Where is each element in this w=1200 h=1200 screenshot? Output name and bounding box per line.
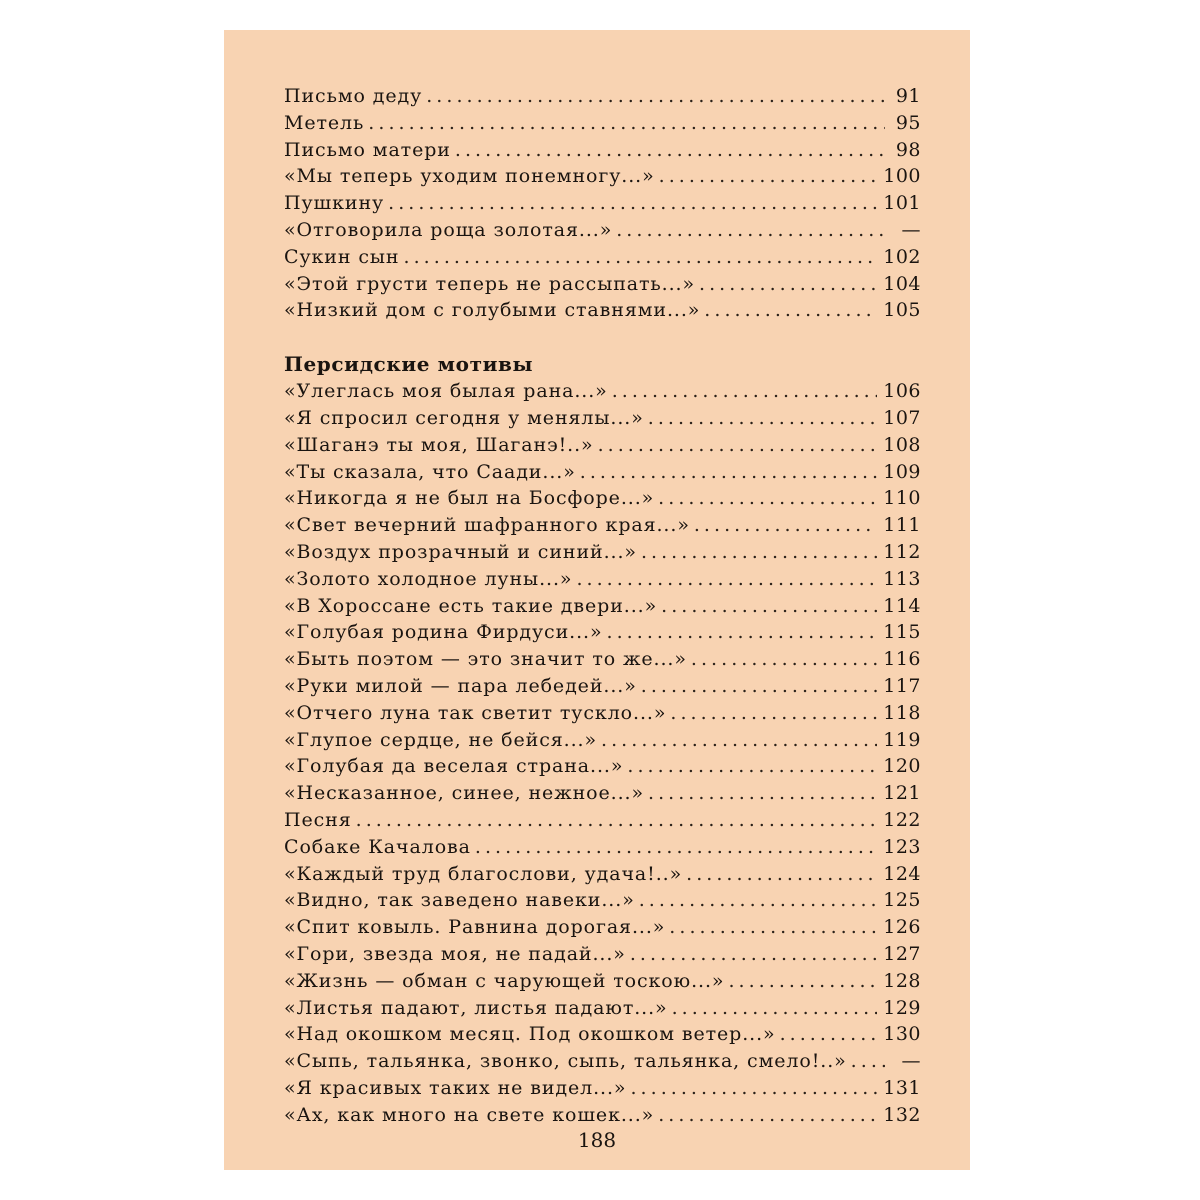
toc-leader-dots (669, 916, 877, 938)
toc-entry (284, 407, 921, 434)
toc-entry (284, 246, 921, 273)
toc-entry-title: «Золото холодное луны...» (284, 567, 573, 590)
toc-entry-title: «Спит ковыль. Равнина дорогая...» (284, 916, 666, 939)
toc-leader-dots (607, 621, 878, 643)
toc-entry-page: 131 (883, 1076, 921, 1099)
toc-entry-title: «Свет вечерний шафранного края...» (284, 514, 690, 537)
toc-entry-title: Собаке Качалова (284, 835, 471, 858)
toc-entry-title: «Несказанное, синее, нежное...» (284, 782, 644, 805)
toc-entry-title: «Сыпь, тальянка, звонко, сыпь, тальянка, смело!..» (284, 1050, 847, 1073)
toc-entry (284, 299, 921, 326)
toc-leader-dots (356, 809, 878, 831)
toc-leader-dots (851, 1050, 885, 1072)
toc-leader-dots (694, 514, 877, 536)
toc-leader-dots (580, 461, 878, 483)
toc-entry-title: «Быть поэтом — это значит то же...» (284, 648, 687, 671)
toc-group-persian-motifs (284, 380, 921, 1130)
toc-leader-dots (641, 541, 877, 563)
toc-leader-dots (648, 407, 878, 429)
toc-leader-dots (455, 139, 885, 161)
toc-entry-title: «Листья падают, листья падают...» (284, 996, 668, 1019)
toc-leader-dots (426, 85, 885, 107)
section-gap (284, 326, 921, 352)
toc-leader-dots (639, 889, 878, 911)
toc-entry-title: «Голубая родина Фирдуси...» (284, 621, 603, 644)
toc-entry-page: 104 (883, 272, 921, 295)
toc-entry-title: «Гори, звезда моя, не падай...» (284, 942, 626, 965)
toc-entry-page: 98 (895, 138, 921, 161)
toc-entry (284, 916, 921, 943)
toc-leader-dots (659, 165, 878, 187)
toc-entry (284, 461, 921, 488)
toc-entry (284, 85, 921, 112)
toc-entry-title: «Мы теперь уходим понемногу...» (284, 165, 655, 188)
toc-entry-title: «Отговорила роща золотая...» (284, 218, 613, 241)
toc-entry (284, 836, 921, 863)
toc-entry-page: 130 (883, 1023, 921, 1046)
toc-entry (284, 1023, 921, 1050)
toc-leader-dots (368, 112, 885, 134)
toc-entry-title: «В Хороссане есть такие двери...» (284, 594, 658, 617)
toc-leader-dots (661, 595, 877, 617)
toc-entry-title: «Каждый труд благослови, удача!..» (284, 862, 683, 885)
toc-entry-title: «Ах, как много на свете кошек...» (284, 1103, 655, 1126)
toc-entry-page: 107 (883, 406, 921, 429)
toc-entry (284, 997, 921, 1024)
toc-entry (284, 541, 921, 568)
toc-entry-title: «Глупое сердце, не бейся...» (284, 728, 597, 751)
toc-entry (284, 273, 921, 300)
toc-entry-page: 114 (883, 594, 921, 617)
toc-leader-dots (388, 192, 877, 214)
toc-entry (284, 755, 921, 782)
toc-entry-title: Пушкину (284, 192, 385, 215)
toc-leader-dots (641, 675, 878, 697)
toc-entry-page: 118 (883, 701, 921, 724)
toc-entry-title: «Этой грусти теперь не рассыпать...» (284, 272, 696, 295)
toc-entry-page: 132 (883, 1103, 921, 1126)
toc-leader-dots (612, 380, 878, 402)
toc-entry-page: 113 (883, 567, 921, 590)
toc-leader-dots (404, 246, 878, 268)
toc-entry (284, 889, 921, 916)
toc-entry-title: «Ты сказала, что Саади...» (284, 460, 576, 483)
toc-entry-page: — (901, 218, 921, 241)
toc-entry (284, 595, 921, 622)
toc-entry (284, 675, 921, 702)
toc-entry-title: «Отчего луна так светит тускло...» (284, 701, 667, 724)
toc-entry-page: 126 (883, 916, 921, 939)
toc-entry (284, 809, 921, 836)
toc-entry (284, 487, 921, 514)
section-heading: Персидские мотивы (284, 352, 534, 377)
toc-entry (284, 112, 921, 139)
toc-entry-title: Письмо деду (284, 85, 423, 107)
toc-entry-title: «Руки милой — пара лебедей...» (284, 674, 637, 697)
toc-entry (284, 165, 921, 192)
toc-entry (284, 943, 921, 970)
toc-entry-title: «Никогда я не был на Босфоре...» (284, 487, 655, 510)
toc-entry-page: 100 (883, 165, 921, 188)
toc-entry-page: 105 (883, 299, 921, 322)
toc-entry-title: «Я красивых таких не видел...» (284, 1076, 627, 1099)
toc-entry (284, 863, 921, 890)
toc-entry (284, 1104, 921, 1131)
toc-entry-page: 102 (883, 245, 921, 268)
toc-entry (284, 192, 921, 219)
table-of-contents (284, 85, 921, 1130)
toc-entry-title: «Шаганэ ты моя, Шаганэ!..» (284, 433, 594, 456)
toc-leader-dots (576, 568, 877, 590)
toc-leader-dots (648, 782, 877, 804)
toc-entry-title: «Жизнь — обман с чарующей тоскою...» (284, 969, 725, 992)
toc-leader-dots (601, 729, 877, 751)
toc-leader-dots (699, 273, 877, 295)
toc-entry-page: 95 (895, 111, 921, 134)
toc-entry-page: 117 (883, 674, 921, 697)
toc-entry-page: 128 (883, 969, 921, 992)
toc-entry-page: 124 (883, 862, 921, 885)
toc-entry-page: 122 (883, 808, 921, 831)
toc-entry (284, 434, 921, 461)
toc-leader-dots (475, 836, 877, 858)
toc-entry-page: 112 (883, 540, 921, 563)
toc-entry-title: «Воздух прозрачный и синий...» (284, 540, 637, 563)
toc-entry-page: — (901, 1050, 921, 1073)
book-page (224, 30, 970, 1170)
toc-entry-title: «Низкий дом с голубыми ставнями...» (284, 299, 701, 322)
toc-entry-page: 119 (883, 728, 921, 751)
toc-leader-dots (658, 1104, 877, 1126)
toc-entry-title: «Я спросил сегодня у менялы...» (284, 406, 644, 429)
toc-entry-page: 120 (883, 755, 921, 778)
toc-leader-dots (658, 487, 877, 509)
toc-entry-page: 101 (883, 192, 921, 215)
toc-entry-page: 109 (883, 460, 921, 483)
toc-entry (284, 782, 921, 809)
toc-entry-page: 106 (883, 380, 921, 403)
toc-entry (284, 1077, 921, 1104)
toc-entry-page: 115 (883, 621, 921, 644)
toc-leader-dots (630, 943, 877, 965)
toc-entry (284, 139, 921, 166)
toc-entry-title: «Улеглась моя былая рана...» (284, 380, 608, 403)
toc-entry-page: 127 (883, 942, 921, 965)
toc-group-first (284, 85, 921, 326)
toc-leader-dots (616, 219, 885, 241)
toc-entry-page: 111 (883, 514, 921, 537)
toc-entry-page: 123 (883, 835, 921, 858)
toc-leader-dots (598, 434, 878, 456)
toc-entry-page: 125 (883, 889, 921, 912)
toc-entry (284, 729, 921, 756)
toc-leader-dots (728, 970, 877, 992)
toc-entry (284, 380, 921, 407)
toc-entry (284, 702, 921, 729)
toc-entry-page: 129 (883, 996, 921, 1019)
toc-leader-dots (630, 1077, 877, 1099)
toc-entry-page: 91 (895, 85, 921, 107)
toc-leader-dots (691, 648, 877, 670)
toc-entry (284, 621, 921, 648)
toc-leader-dots (704, 299, 877, 321)
toc-entry-page: 108 (883, 433, 921, 456)
toc-entry-title: «Видно, так заведено навеки...» (284, 889, 635, 912)
toc-leader-dots (670, 702, 877, 724)
toc-entry-page: 121 (883, 782, 921, 805)
toc-entry (284, 1050, 921, 1077)
toc-entry-title: «Над окошком месяц. Под окошком ветер...» (284, 1023, 776, 1046)
page-number: 188 (577, 1128, 617, 1152)
toc-leader-dots (780, 1023, 878, 1045)
toc-entry (284, 514, 921, 541)
toc-entry-title: Письмо матери (284, 138, 451, 161)
toc-leader-dots (686, 863, 877, 885)
toc-entry (284, 648, 921, 675)
toc-entry (284, 568, 921, 595)
toc-leader-dots (672, 997, 878, 1019)
toc-entry-title: Метель (284, 111, 365, 134)
toc-entry-page: 116 (883, 648, 921, 671)
toc-entry-title: Сукин сын (284, 245, 400, 268)
toc-entry (284, 970, 921, 997)
toc-leader-dots (627, 755, 877, 777)
toc-entry-title: Песня (284, 808, 352, 831)
toc-entry (284, 219, 921, 246)
toc-entry-page: 110 (883, 487, 921, 510)
toc-entry-title: «Голубая да веселая страна...» (284, 755, 624, 778)
